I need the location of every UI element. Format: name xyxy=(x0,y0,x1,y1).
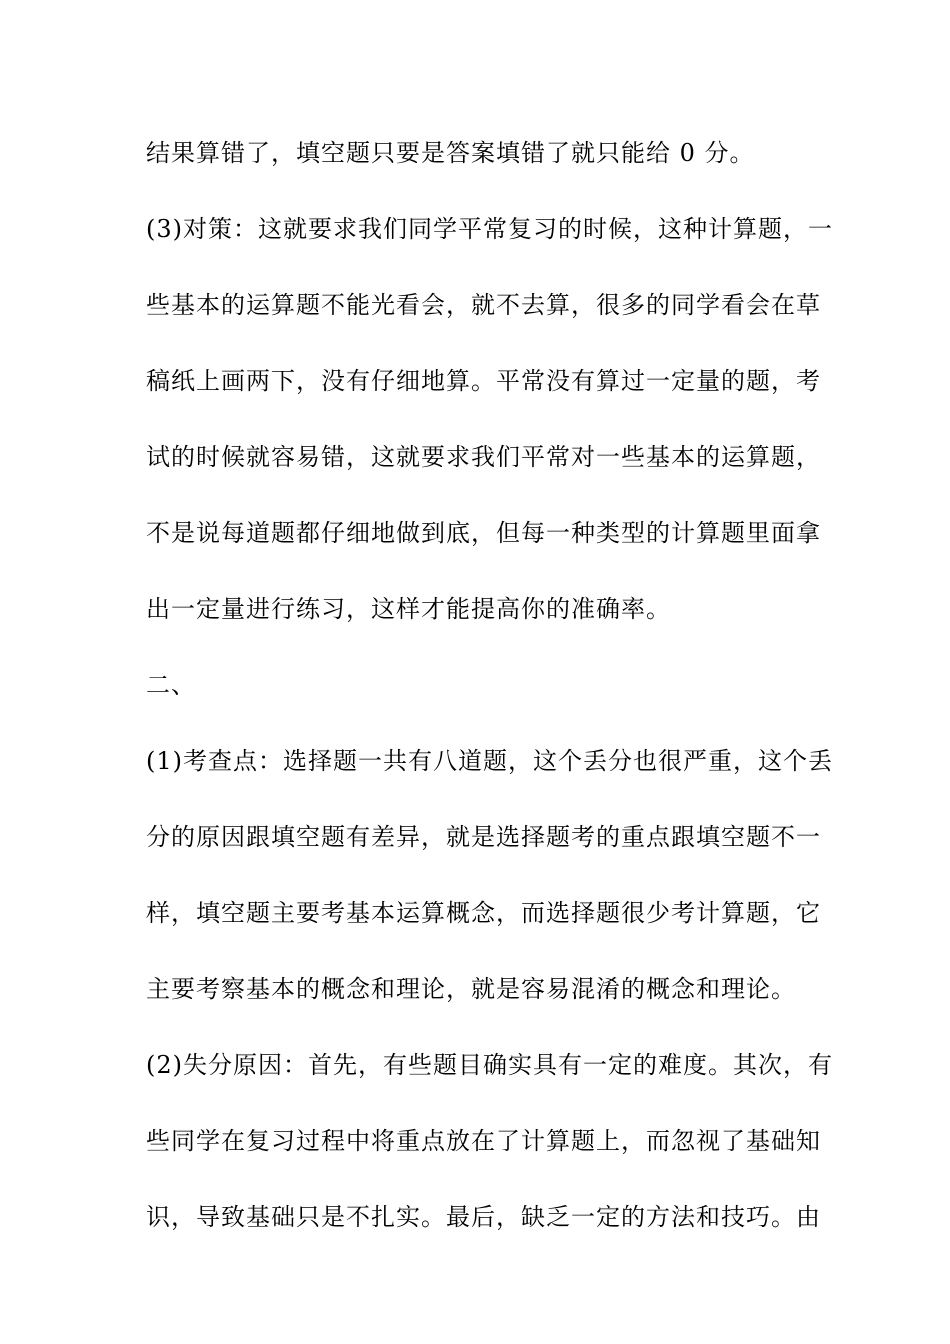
text-line: 不是说每道题都仔细地做到底，但每一种类型的计算题里面拿 xyxy=(146,519,821,547)
text-line: (3)对策：这就要求我们同学平常复习的时候，这种计算题，一 xyxy=(146,215,833,243)
text-line: 主要考察基本的概念和理论，就是容易混淆的概念和理论。 xyxy=(146,975,796,1003)
text-line: 出一定量进行练习，这样才能提高你的准确率。 xyxy=(146,595,671,623)
text-line: 分的原因跟填空题有差异，就是选择题考的重点跟填空题不一 xyxy=(146,823,821,851)
text-line: 些同学在复习过程中将重点放在了计算题上，而忽视了基础知 xyxy=(146,1127,821,1155)
text-line: 结果算错了，填空题只要是答案填错了就只能给 0 分。 xyxy=(146,139,755,167)
text-line: 识，导致基础只是不扎实。最后，缺乏一定的方法和技巧。由 xyxy=(146,1203,821,1231)
text-line: (2)失分原因：首先，有些题目确实具有一定的难度。其次，有 xyxy=(146,1051,833,1079)
section-heading: 二、 xyxy=(146,671,196,699)
text-line: 试的时候就容易错，这就要求我们平常对一些基本的运算题， xyxy=(146,443,821,471)
text-line: (1)考查点：选择题一共有八道题，这个丢分也很严重，这个丢 xyxy=(146,747,833,775)
text-line: 些基本的运算题不能光看会，就不去算，很多的同学看会在草 xyxy=(146,291,821,319)
text-line: 稿纸上画两下，没有仔细地算。平常没有算过一定量的题，考 xyxy=(146,367,821,395)
text-line: 样，填空题主要考基本运算概念，而选择题很少考计算题，它 xyxy=(146,899,821,927)
